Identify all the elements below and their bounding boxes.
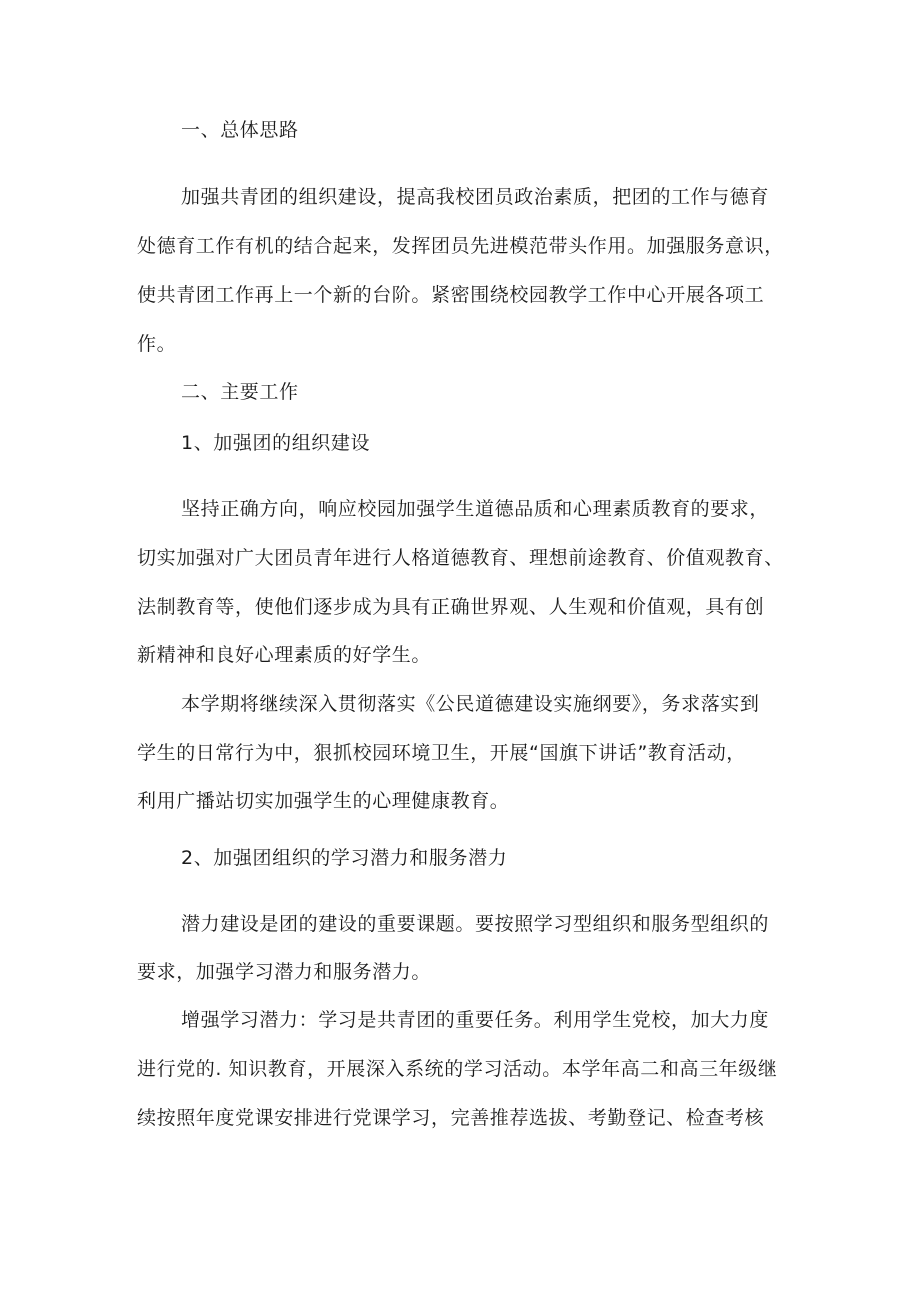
- subsection-heading-organization: 1、加强团的组织建设: [181, 432, 371, 454]
- paragraph-line: 使共青团工作再上一个新的台阶。紧密围绕校园教学工作中心开展各项工: [137, 284, 765, 306]
- paragraph-line: 学生的日常行为中，狠抓校园环境卫生，开展“国旗下讲话”教育活动，: [137, 742, 746, 764]
- paragraph-line: 作。: [137, 333, 177, 355]
- paragraph-line: 要求，加强学习潜力和服务潜力。: [137, 961, 432, 983]
- section-heading-overall-approach: 一、总体思路: [181, 119, 299, 141]
- paragraph-line: 加强共青团的组织建设，提高我校团员政治素质，把团的工作与德育: [181, 186, 770, 208]
- paragraph-line: 进行党的. 知识教育，开展深入系统的学习活动。本学年高二和高三年级继: [137, 1058, 778, 1080]
- paragraph-line: 新精神和良好心理素质的好学生。: [137, 644, 432, 666]
- paragraph-line: 切实加强对广大团员青年进行人格道德教育、理想前途教育、价值观教育、: [137, 547, 784, 569]
- paragraph-line: 利用广播站切实加强学生的心理健康教育。: [137, 790, 510, 812]
- subsection-heading-capacity: 2、加强团组织的学习潜力和服务潜力: [181, 847, 508, 869]
- paragraph-line: 坚持正确方向，响应校园加强学生道德品质和心理素质教育的要求，: [181, 498, 770, 520]
- paragraph-line: 本学期将继续深入贯彻落实《公民道德建设实施纲要》，务求落实到: [181, 693, 760, 715]
- paragraph-line: 续按照年度党课安排进行党课学习，完善推荐选拔、考勤登记、检查考核: [137, 1107, 765, 1129]
- section-heading-main-work: 二、主要工作: [181, 381, 299, 403]
- paragraph-line: 处德育工作有机的结合起来，发挥团员先进模范带头作用。加强服务意识，: [137, 235, 784, 257]
- paragraph-line: 增强学习潜力：学习是共青团的重要任务。利用学生党校，加大力度: [181, 1009, 770, 1031]
- paragraph-line: 潜力建设是团的建设的重要课题。要按照学习型组织和服务型组织的: [181, 913, 770, 935]
- paragraph-line: 法制教育等，使他们逐步成为具有正确世界观、人生观和价值观，具有创: [137, 596, 765, 618]
